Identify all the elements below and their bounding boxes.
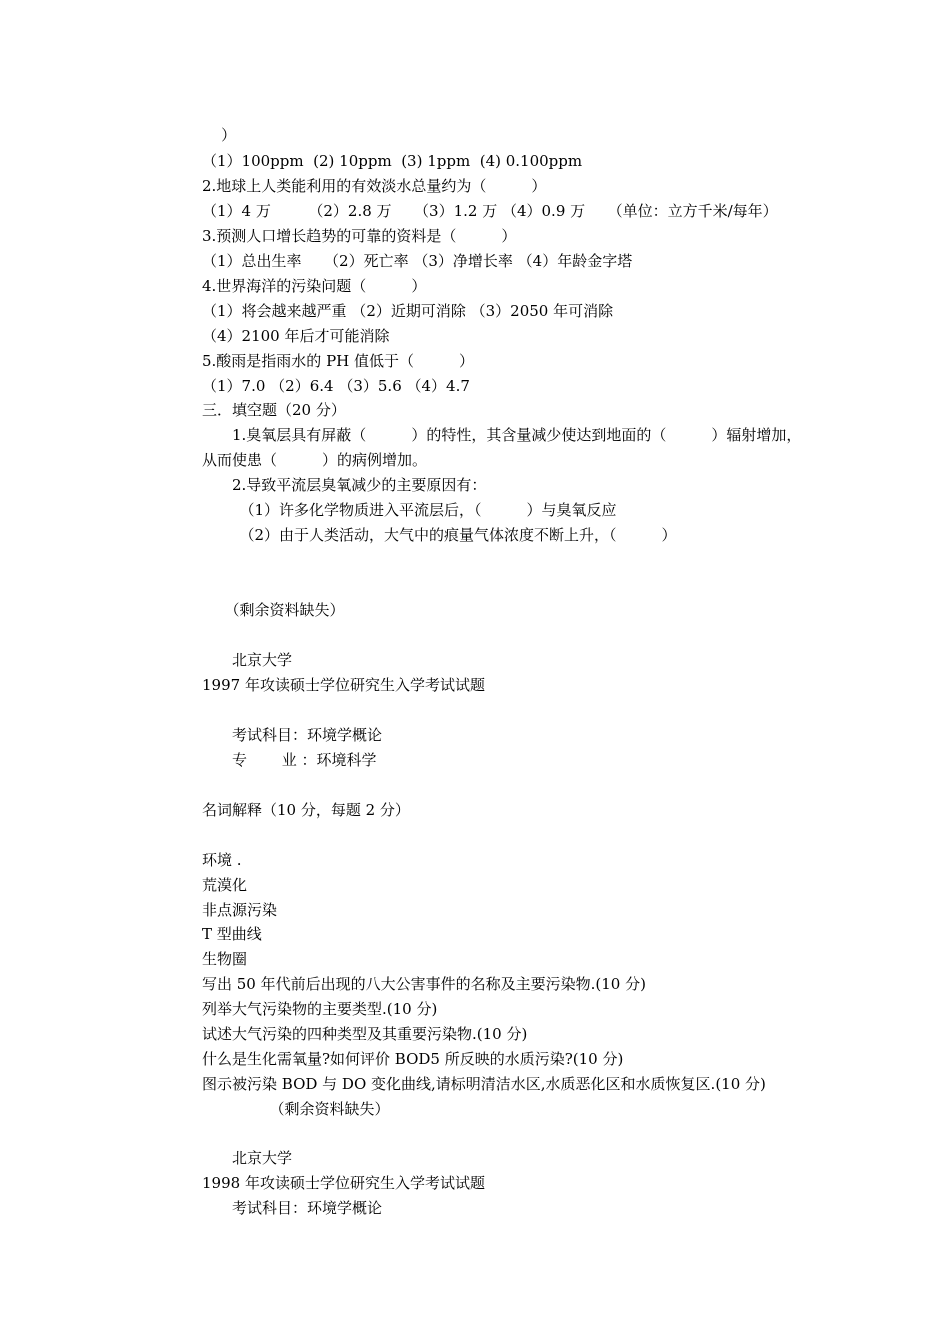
question-4-options-cont: （4）2100 年后才可能消除 <box>202 327 390 345</box>
fill-blank-1-cont: 从而使患（ ）的病例增加。 <box>202 451 428 469</box>
question-3-options: （1）总出生率 （2）死亡率 （3）净增长率 （4）年龄金字塔 <box>202 252 633 270</box>
question-line: 写出 50 年代前后出现的八大公害事件的名称及主要污染物.(10 分) <box>202 975 646 993</box>
exam-subject: 考试科目：环境学概论 <box>202 1199 383 1217</box>
term-item: 荒漠化 <box>202 876 248 894</box>
text-line: ） <box>202 126 237 144</box>
missing-note: （剩余资料缺失） <box>202 1100 390 1118</box>
fill-blank-1: 1.臭氧层具有屏蔽（ ）的特性，其含量减少使达到地面的（ ）辐射增加， <box>202 426 802 444</box>
question-4: 4.世界海洋的污染问题（ ） <box>202 277 427 295</box>
term-item: 非点源污染 <box>202 901 278 919</box>
exam-subject: 考试科目：环境学概论 <box>202 726 383 744</box>
question-5: 5.酸雨是指雨水的 PH 值低于（ ） <box>202 352 475 370</box>
fill-blank-2-item-1: （1）许多化学物质进入平流层后，（ ）与臭氧反应 <box>202 501 617 519</box>
section-heading-terms: 名词解释（10 分，每题 2 分） <box>202 801 410 819</box>
question-line: 列举大气污染物的主要类型.(10 分) <box>202 1000 438 1018</box>
university-name: 北京大学 <box>202 651 293 669</box>
missing-note: （剩余资料缺失） <box>202 601 345 619</box>
question-5-options: （1）7.0 （2）6.4 （3）5.6 （4）4.7 <box>202 377 470 395</box>
question-line: 什么是生化需氧量?如何评价 BOD5 所反映的水质污染?(10 分) <box>202 1050 624 1068</box>
section-heading-fill-blank: 三．填空题（20 分） <box>202 401 346 419</box>
exam-title-1998: 1998 年攻读硕士学位研究生入学考试试题 <box>202 1174 485 1192</box>
fill-blank-2: 2.导致平流层臭氧减少的主要原因有： <box>202 476 487 494</box>
term-item: 生物圈 <box>202 950 248 968</box>
question-3: 3.预测人口增长趋势的可靠的资料是（ ） <box>202 227 517 245</box>
question-1-options: （1）100ppm (2) 10ppm (3) 1ppm (4) 0.100ppm <box>202 152 583 170</box>
exam-title-1997: 1997 年攻读硕士学位研究生入学考试试题 <box>202 676 485 694</box>
question-2: 2.地球上人类能利用的有效淡水总量约为（ ） <box>202 177 547 195</box>
term-item: 环境 . <box>202 851 242 869</box>
question-2-options: （1）4 万 （2）2.8 万 （3）1.2 万 （4）0.9 万 （单位：立方千米/每年） <box>202 202 778 220</box>
question-line: 试述大气污染的四种类型及其重要污染物.(10 分) <box>202 1025 528 1043</box>
university-name: 北京大学 <box>202 1149 293 1167</box>
question-4-options: （1）将会越来越严重 （2）近期可消除 （3）2050 年可消除 <box>202 302 614 320</box>
exam-major: 专 业 ：环境科学 <box>202 751 377 769</box>
question-line: 图示被污染 BOD 与 DO 变化曲线,请标明清洁水区,水质恶化区和水质恢复区.(10 分) <box>202 1075 766 1093</box>
term-item: T 型曲线 <box>202 925 262 943</box>
fill-blank-2-item-2: （2）由于人类活动，大气中的痕量气体浓度不断上升，（ ） <box>202 526 677 544</box>
